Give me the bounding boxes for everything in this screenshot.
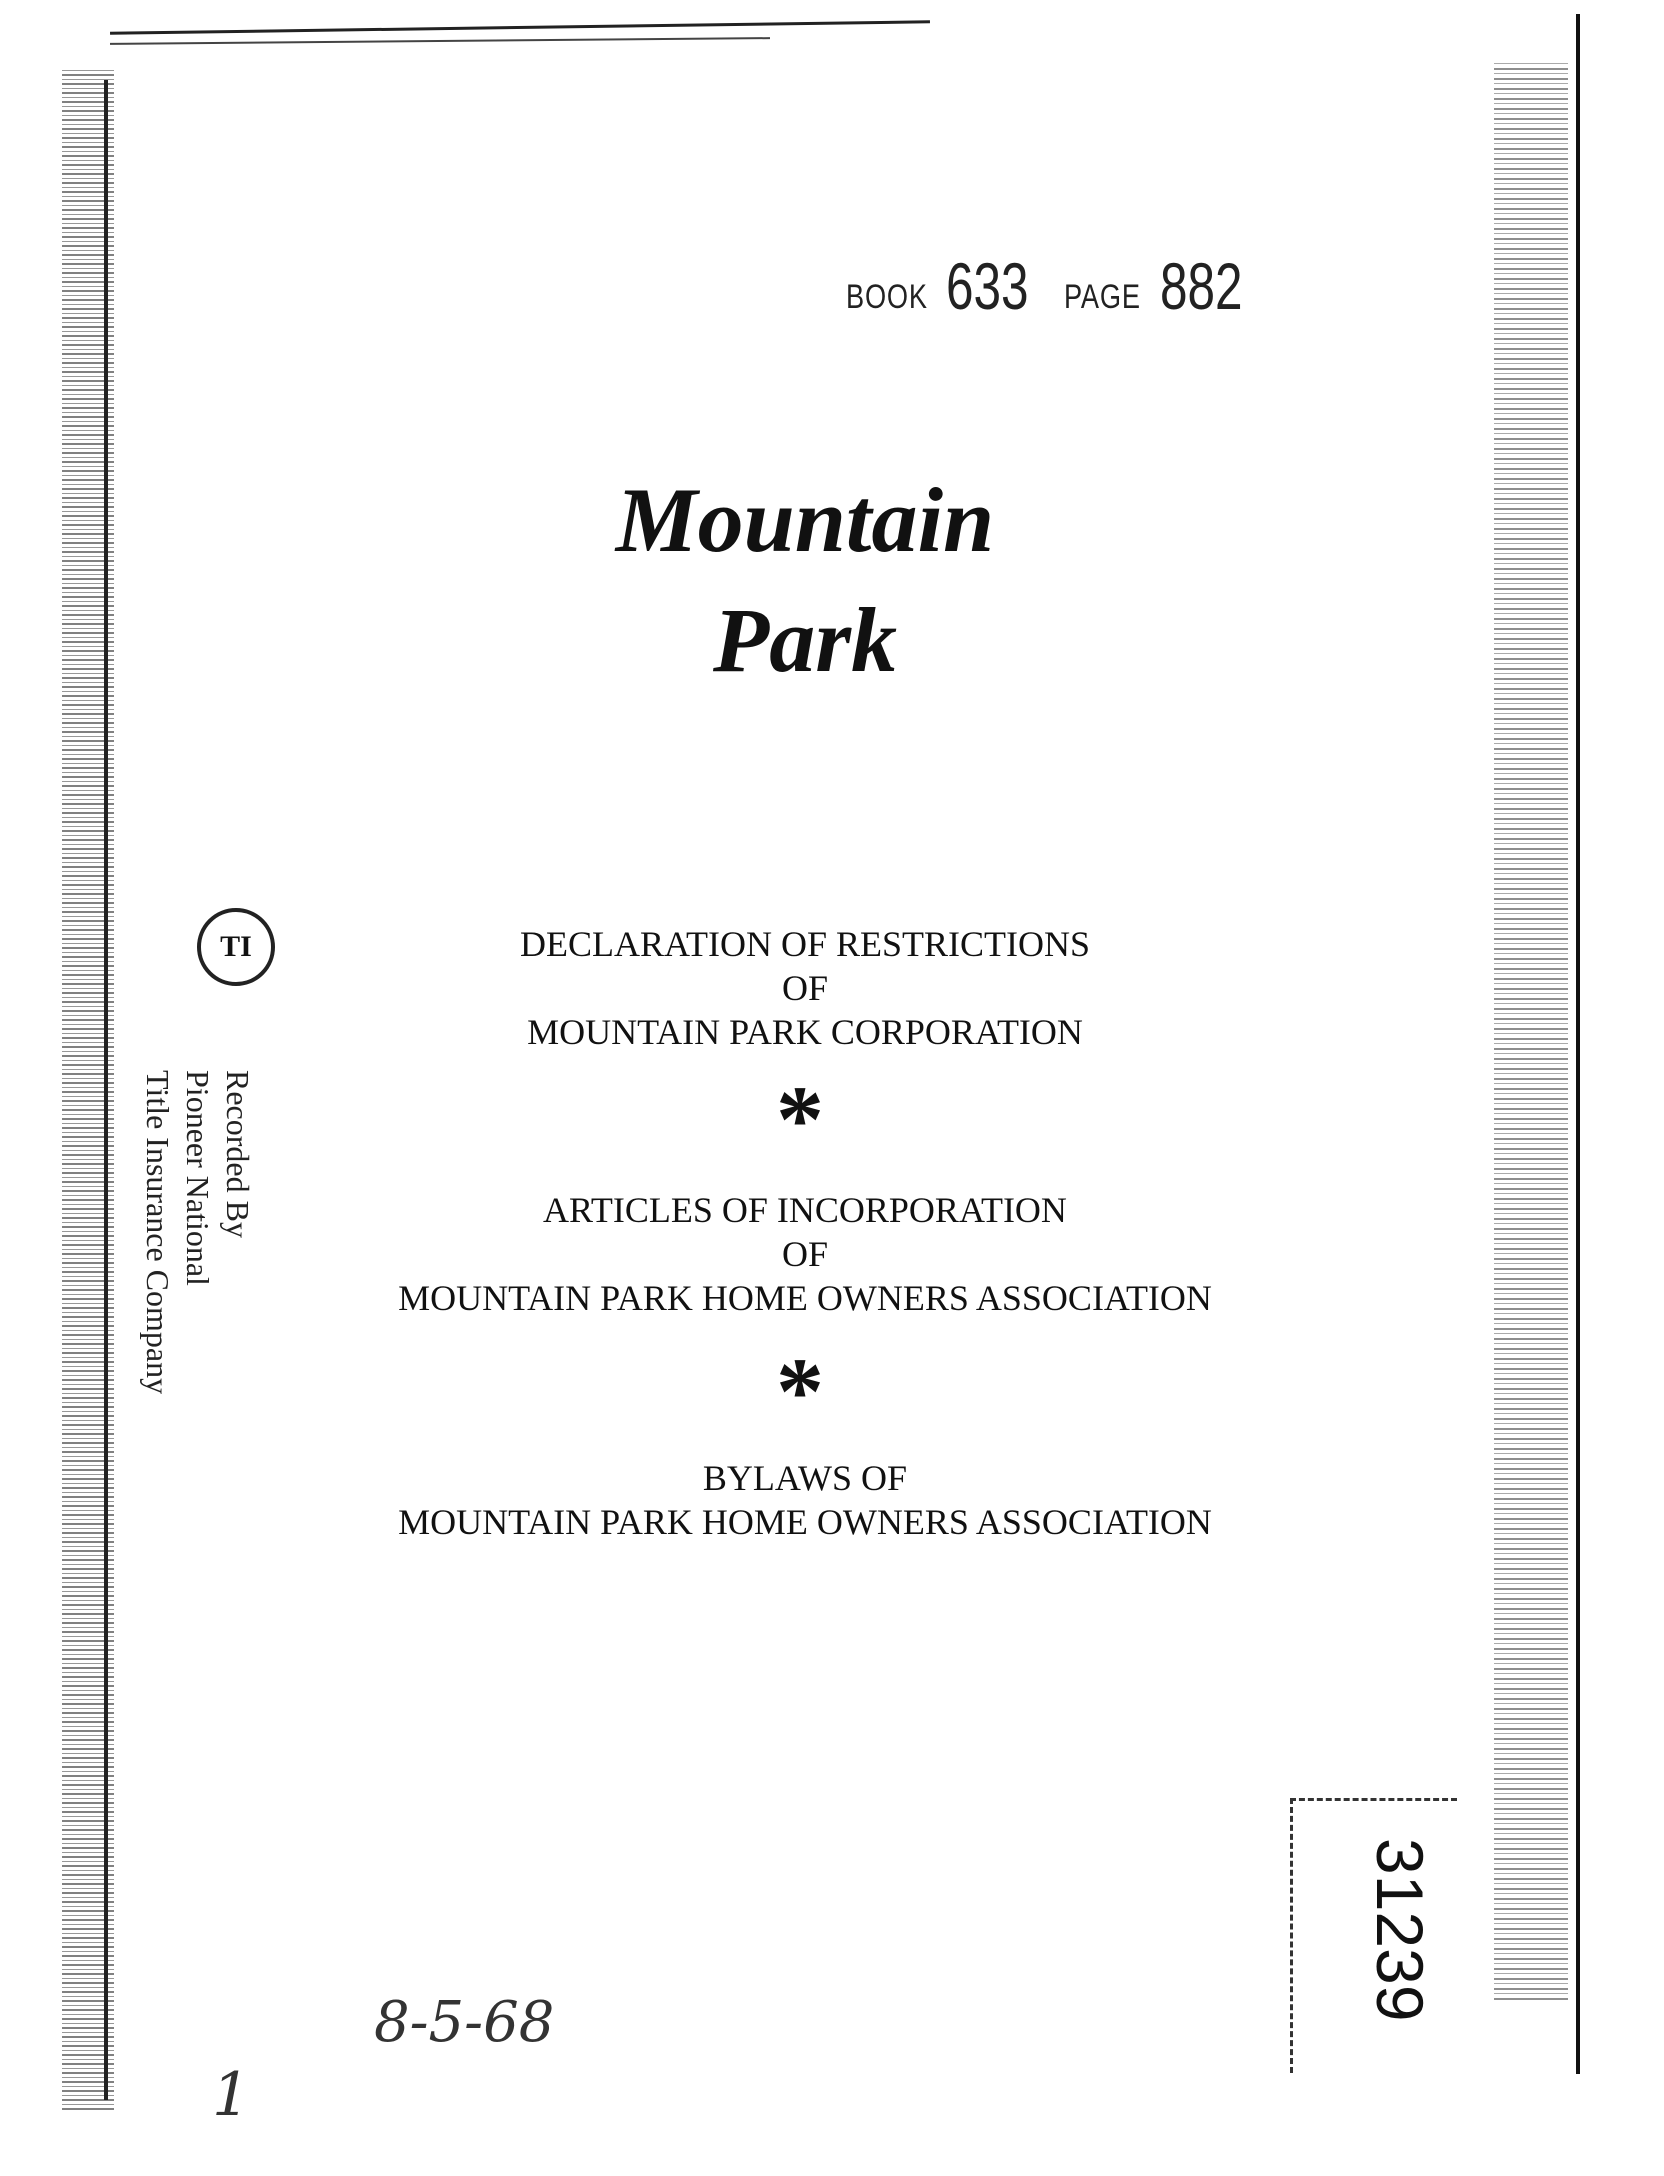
section-line: MOUNTAIN PARK CORPORATION <box>527 1012 1083 1052</box>
handwritten-mark: 1 <box>212 2060 251 2130</box>
separator-asterisk: * <box>776 1338 824 1445</box>
section-line: MOUNTAIN PARK HOME OWNERS ASSOCIATION <box>398 1502 1212 1542</box>
separator-asterisk: * <box>776 1066 824 1173</box>
section-line: MOUNTAIN PARK HOME OWNERS ASSOCIATION <box>398 1278 1212 1318</box>
section-bylaws <box>0 1456 1610 1544</box>
book-label: BOOK <box>846 278 928 316</box>
section-line: OF <box>781 1234 829 1274</box>
page-label: PAGE <box>1064 278 1141 316</box>
scan-edge-left-line <box>104 80 108 2100</box>
recorded-by-stamp <box>138 1070 258 1394</box>
scan-top-line-2 <box>110 37 770 45</box>
section-line: OF <box>781 968 829 1008</box>
document-title <box>0 460 1610 700</box>
document-number: 31239 <box>1363 1838 1437 2022</box>
scan-top-line <box>110 20 930 34</box>
stamp-line-3: Title Insurance Company <box>140 1070 176 1395</box>
section-line: BYLAWS OF <box>702 1458 908 1498</box>
section-line: DECLARATION OF RESTRICTIONS <box>519 924 1091 964</box>
title-company-seal: TI <box>197 908 275 986</box>
title-line-1: Mountain <box>615 469 995 571</box>
stamp-line-1: Recorded By <box>220 1070 256 1238</box>
handwritten-date: 8-5-68 <box>374 1990 555 2055</box>
title-line-2: Park <box>713 589 897 691</box>
book-number: 633 <box>946 249 1029 323</box>
section-line: ARTICLES OF INCORPORATION <box>543 1190 1067 1230</box>
page-number: 882 <box>1160 249 1243 323</box>
stamp-line-2: Pioneer National <box>180 1070 216 1286</box>
